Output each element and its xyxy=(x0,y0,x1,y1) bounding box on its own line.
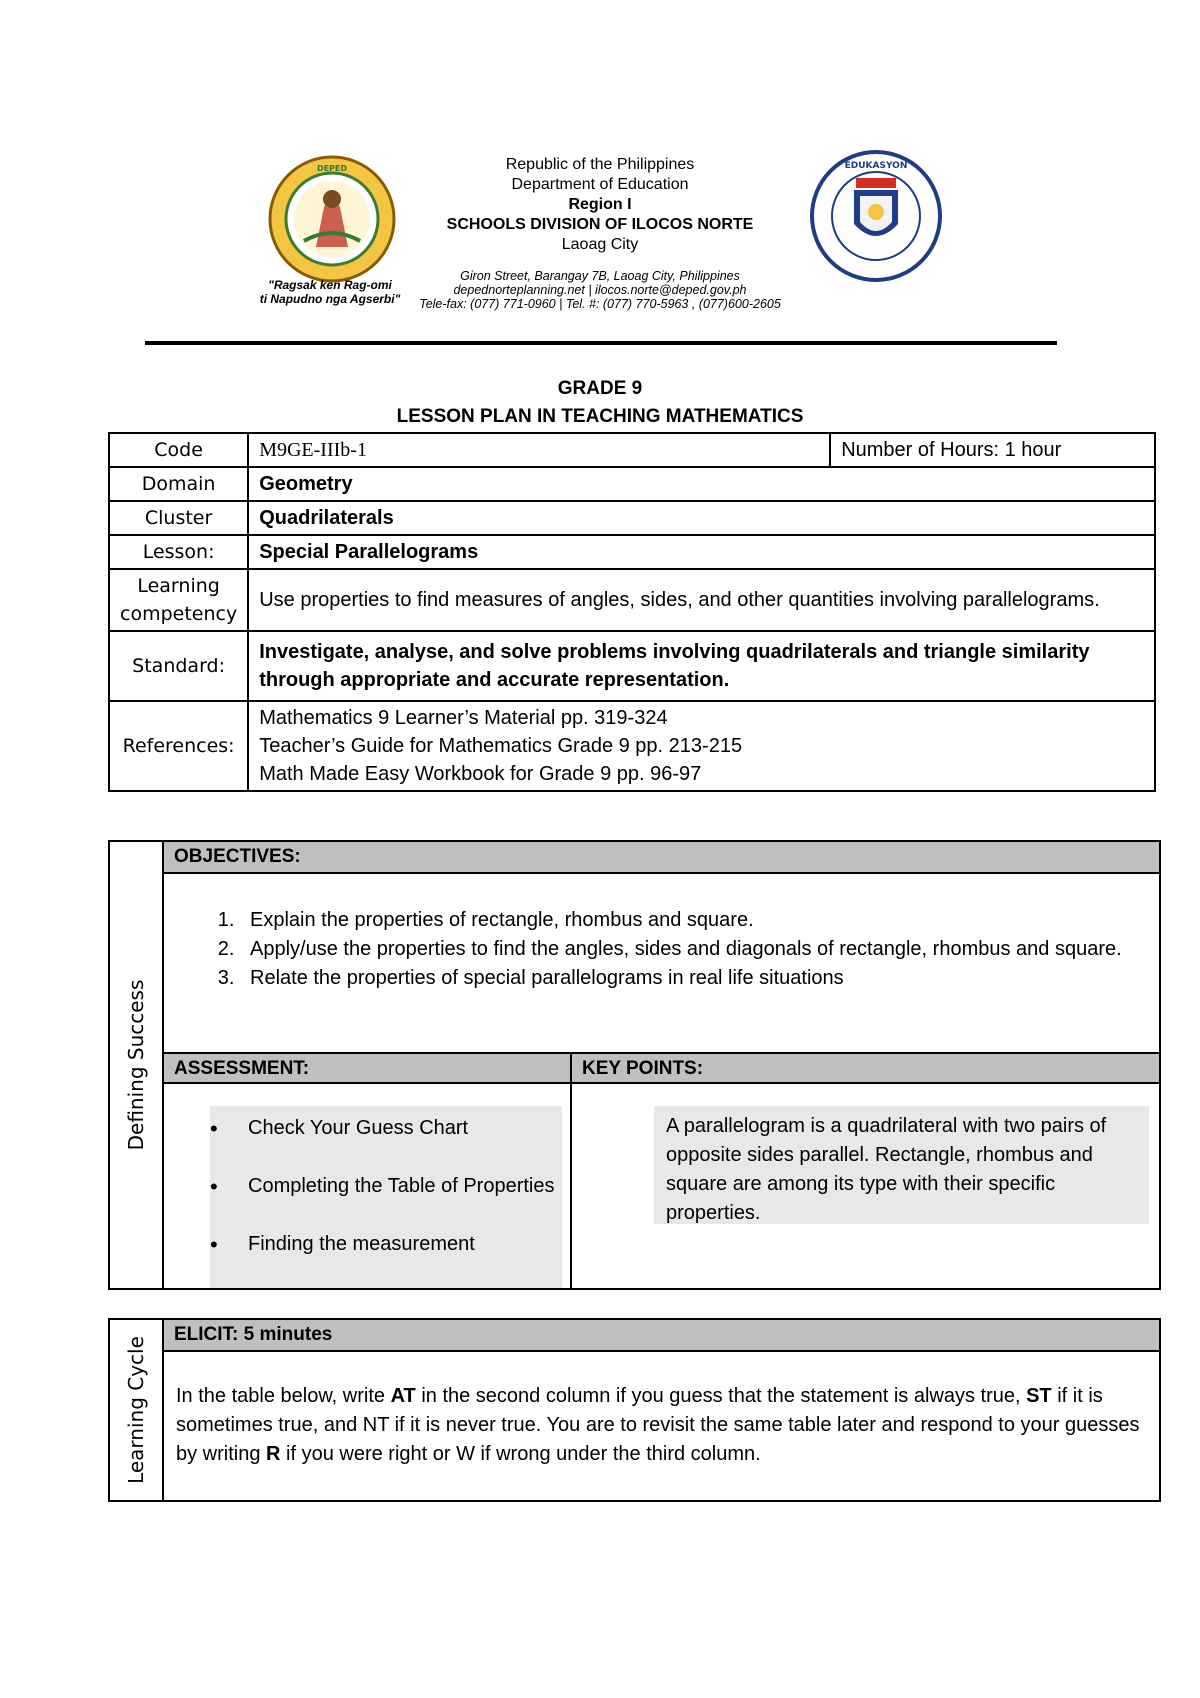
standard-label: Standard: xyxy=(109,631,248,701)
letterhead-republic: Republic of the Philippines xyxy=(505,156,695,173)
motto: "Ragsak ken Rag-omi ti Napudno nga Agserbi" xyxy=(259,278,401,306)
assessment-list xyxy=(210,1106,562,1259)
letterhead-web-email: depednorteplanning.net | ilocos.norte@deped.gov.ph xyxy=(453,283,747,297)
domain-label: Domain xyxy=(109,467,248,501)
key-points-text: A parallelogram is a quadrilateral with two pairs of opposite sides parallel. Rectangle, rhombus and square are among its type with their specific properties. xyxy=(654,1106,1149,1224)
letterhead xyxy=(400,155,800,311)
column-divider xyxy=(570,1054,572,1288)
objectives-header: OBJECTIVES: xyxy=(164,842,1159,874)
letterhead-city: Laoag City xyxy=(561,236,639,253)
reference-item: Mathematics 9 Learner’s Material pp. 319-324 xyxy=(259,707,668,729)
defining-success-label: Defining Success xyxy=(124,979,148,1151)
objectives-list xyxy=(200,906,1160,993)
letterhead-division: SCHOOLS DIVISION OF ILOCOS NORTE xyxy=(446,216,754,233)
code-value: M9GE-IIIb-1 xyxy=(248,433,830,467)
deped-seal-icon xyxy=(810,150,942,282)
lesson-label: Lesson: xyxy=(109,535,248,569)
list-item: 3. Relate the properties of special parallelograms in real life situations xyxy=(240,964,1160,993)
header-divider xyxy=(145,341,1057,345)
assessment-header: ASSESSMENT: xyxy=(164,1054,572,1084)
reference-item: Math Made Easy Workbook for Grade 9 pp. 96-97 xyxy=(259,763,702,785)
table-row xyxy=(109,701,1155,791)
letterhead-region: Region I xyxy=(568,196,632,213)
references-label: References: xyxy=(109,701,248,791)
learning-cycle-side xyxy=(110,1320,164,1500)
grade-title: GRADE 9 xyxy=(557,378,643,399)
lesson-value: Special Parallelograms xyxy=(248,535,1155,569)
list-item: • Finding the measurement xyxy=(210,1230,562,1259)
learning-cycle-section xyxy=(108,1318,1161,1502)
code-label: Code xyxy=(109,433,248,467)
list-item: • Check Your Guess Chart xyxy=(210,1114,562,1143)
competency-value: Use properties to find measures of angles, sides, and other quantities involving parallelograms. xyxy=(248,569,1155,631)
list-item: • Completing the Table of Properties xyxy=(210,1172,562,1201)
cluster-label: Cluster xyxy=(109,501,248,535)
lesson-info-table xyxy=(108,432,1156,792)
svg-text:EDUKASYON: EDUKASYON xyxy=(844,161,908,171)
key-points-header: KEY POINTS: xyxy=(572,1054,1159,1084)
defining-success-section xyxy=(108,840,1161,1290)
table-row xyxy=(109,569,1155,631)
defining-success-side xyxy=(110,842,164,1288)
letterhead-phones: Tele-fax: (077) 771-0960 | Tel. #: (077) 770-5963 , (077)600-2605 xyxy=(419,297,781,311)
letterhead-department: Department of Education xyxy=(511,176,689,193)
cluster-value: Quadrilaterals xyxy=(248,501,1155,535)
elicit-instructions: In the table below, write AT in the second column if you guess that the statement is always true, ST if it is sometimes true, and NT if it is never true. You are to revisit the same table later and respond to your guesses by writing R if you were right or W if wrong under the third column. xyxy=(176,1385,1140,1465)
competency-label: Learning competency xyxy=(109,569,248,631)
standard-value: Investigate, analyse, and solve problems involving quadrilaterals and triangle similarity through appropriate and accurate representation. xyxy=(248,631,1155,701)
domain-value: Geometry xyxy=(248,467,1155,501)
table-row xyxy=(109,631,1155,701)
learning-cycle-label: Learning Cycle xyxy=(124,1336,148,1484)
letterhead-address: Giron Street, Barangay 7B, Laoag City, Philippines xyxy=(460,269,740,283)
elicit-header: ELICIT: 5 minutes xyxy=(164,1320,1159,1352)
table-row xyxy=(109,535,1155,569)
references-value xyxy=(248,701,1155,791)
svg-text:DEPED: DEPED xyxy=(316,164,348,173)
table-row xyxy=(109,467,1155,501)
deped-division-seal-icon xyxy=(268,155,396,283)
reference-item: Teacher’s Guide for Mathematics Grade 9 pp. 213-215 xyxy=(259,735,743,757)
number-of-hours: Number of Hours: 1 hour xyxy=(830,433,1155,467)
table-row xyxy=(109,433,1155,467)
lesson-plan-title: LESSON PLAN IN TEACHING MATHEMATICS xyxy=(396,406,804,427)
list-item: 1. Explain the properties of rectangle, rhombus and square. xyxy=(240,906,1160,935)
assessment-panel xyxy=(210,1106,562,1288)
list-item: 2. Apply/use the properties to find the angles, sides and diagonals of rectangle, rhombus and square. xyxy=(240,935,1160,964)
table-row xyxy=(109,501,1155,535)
